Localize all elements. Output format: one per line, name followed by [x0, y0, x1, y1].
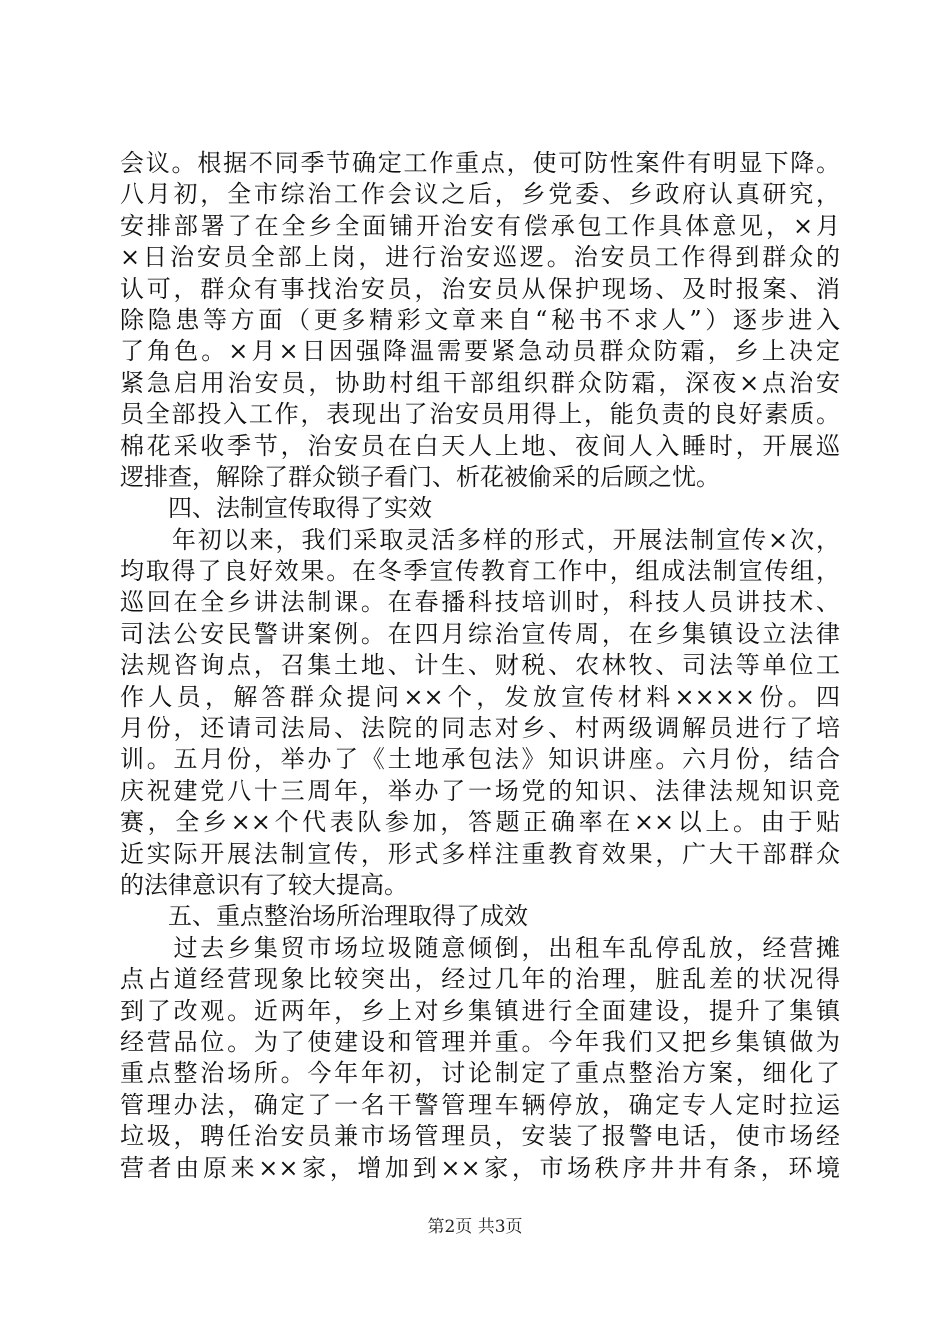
text-line: 到了改观。近两年，乡上对乡集镇进行全面建设，提升了集镇	[120, 996, 840, 1025]
text-line: 司法公安民警讲案例。在四月综治宣传周，在乡集镇设立法律	[120, 619, 840, 648]
text-line: 垃圾，聘任治安员兼市场管理员，安装了报警电话，使市场经	[120, 1122, 840, 1151]
text-line: 安排部署了在全乡全面铺开治安有偿承包工作具体意见，×月	[120, 211, 840, 240]
text-line: 点占道经营现象比较突出，经过几年的治理，脏乱差的状况得	[120, 965, 840, 994]
text-line: 月份，还请司法局、法院的同志对乡、村两级调解员进行了培	[120, 714, 840, 743]
text-line: 巡回在全乡讲法制课。在春播科技培训时，科技人员讲技术、	[120, 588, 840, 617]
text-line: 认可，群众有事找治安员，治安员从保护现场、及时报案、消	[120, 274, 840, 303]
text-line: 会议。根据不同季节确定工作重点，使可防性案件有明显下降。	[120, 149, 840, 177]
text-line: 管理办法，确定了一名干警管理车辆停放，确定专人定时拉运	[120, 1090, 840, 1119]
text-line: 员全部投入工作，表现出了治安员用得上，能负责的良好素质。	[120, 400, 840, 429]
text-line: 了角色。×月×日因强降温需要紧急动员群众防霜，乡上决定	[120, 337, 840, 366]
text-line: 五、重点整治场所治理取得了成效	[120, 902, 528, 931]
text-line: 年初以来，我们采取灵活多样的形式，开展法制宣传×次，	[120, 525, 840, 554]
text-line: 过去乡集贸市场垃圾随意倾倒，出租车乱停乱放，经营摊	[120, 933, 840, 962]
text-line: 棉花采收季节，治安员在白天人上地、夜间人入睡时，开展巡	[120, 431, 840, 460]
text-line: 紧急启用治安员，协助村组干部组织群众防霜，深夜×点治安	[120, 368, 840, 397]
text-line: 训。五月份，举办了《土地承包法》知识讲座。六月份，结合	[120, 745, 840, 774]
text-line: 四、法制宣传取得了实效	[120, 494, 432, 523]
text-line: 均取得了良好效果。在冬季宣传教育工作中，组成法制宣传组，	[120, 557, 840, 586]
text-line: 重点整治场所。今年年初，讨论制定了重点整治方案，细化了	[120, 1059, 840, 1088]
text-line: 法规咨询点，召集土地、计生、财税、农林牧、司法等单位工	[120, 651, 840, 680]
text-line: 逻排查，解除了群众锁子看门、析花被偷采的后顾之忧。	[120, 462, 720, 491]
text-line: 近实际开展法制宣传，形式多样注重教育效果，广大干部群众	[120, 839, 840, 868]
page-footer	[0, 1215, 950, 1239]
text-line: 营者由原来××家，增加到××家，市场秩序井井有条，环境	[120, 1153, 840, 1182]
page-number: 第2页 共3页	[427, 1217, 523, 1237]
text-line: 赛，全乡××个代表队参加，答题正确率在××以上。由于贴	[120, 808, 840, 837]
document-body	[120, 148, 840, 1184]
text-line: 庆祝建党八十三周年，举办了一场党的知识、法律法规知识竞	[120, 776, 840, 805]
text-line: 八月初，全市综治工作会议之后，乡党委、乡政府认真研究，	[120, 180, 840, 209]
text-line: 的法律意识有了较大提高。	[120, 870, 408, 899]
text-line: 经营品位。为了使建设和管理并重。今年我们又把乡集镇做为	[120, 1027, 840, 1056]
text-line: 作人员，解答群众提问××个，发放宣传材料××××份。四	[120, 682, 840, 711]
text-line: ×日治安员全部上岗，进行治安巡逻。治安员工作得到群众的	[120, 243, 840, 272]
text-line: 除隐患等方面（更多精彩文章来自“秘书不求人”）逐步进入	[120, 305, 840, 334]
